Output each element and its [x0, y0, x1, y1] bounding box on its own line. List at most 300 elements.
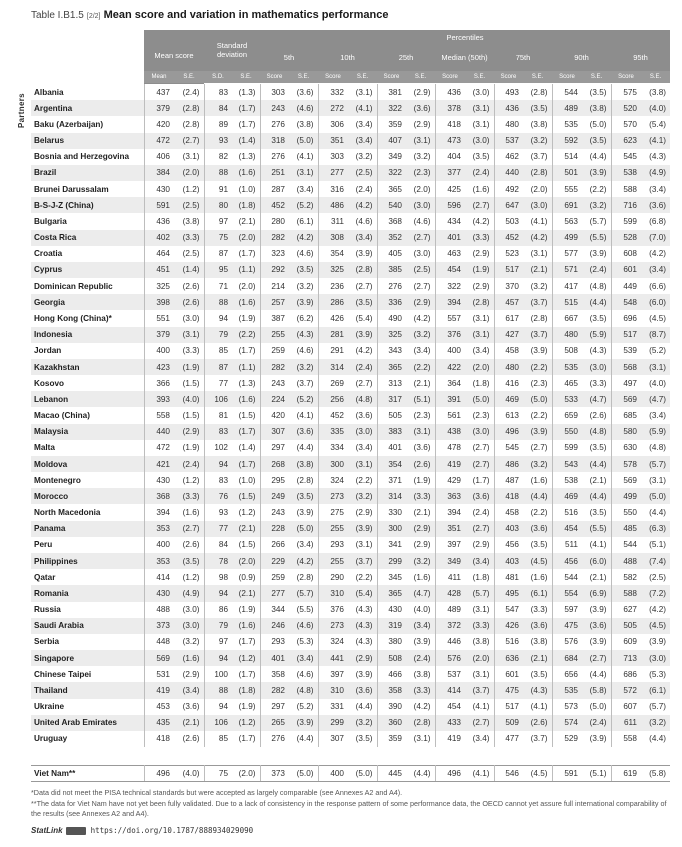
standard-error-cell: (2.8)	[348, 262, 377, 278]
score-cell: 75	[204, 766, 232, 782]
standard-error-cell: (3.0)	[465, 133, 494, 149]
standard-error-cell: (2.2)	[523, 359, 552, 375]
score-cell: 365	[388, 184, 402, 194]
score-cell: 608	[623, 249, 637, 259]
score-cell: 464	[156, 249, 170, 259]
score-cell: 373	[144, 618, 174, 634]
standard-error-cell: (2.6)	[523, 715, 552, 731]
standard-error-cell: (2.0)	[232, 230, 260, 246]
standard-error-cell: (1.6)	[523, 472, 552, 488]
standard-error-cell: (4.9)	[174, 585, 204, 601]
standard-error-cell: (5.0)	[523, 391, 552, 407]
standard-error-cell: (2.2)	[582, 181, 611, 197]
standard-error-cell: (1.8)	[232, 682, 260, 698]
country-name: Saudi Arabia	[31, 618, 144, 634]
score-cell: 354	[330, 249, 344, 259]
standard-error-cell: (3.2)	[289, 278, 318, 294]
country-name: Costa Rica	[31, 230, 144, 246]
standard-error-cell: (4.1)	[523, 213, 552, 229]
score-cell: 84	[204, 100, 232, 116]
standard-error-cell: (3.0)	[465, 84, 494, 100]
score-cell: 366	[156, 378, 170, 388]
standard-error-cell: (3.9)	[289, 504, 318, 520]
score-cell: 558	[156, 411, 170, 421]
standard-error-cell: (2.7)	[174, 521, 204, 537]
score-cell: 257	[260, 294, 289, 310]
score-cell: 86	[218, 605, 228, 615]
score-cell: 360	[377, 715, 406, 731]
score-cell: 277	[318, 165, 348, 181]
standard-error-cell: (4.4)	[649, 734, 666, 744]
standard-error-cell: (2.9)	[348, 650, 377, 666]
score-cell: 691	[552, 197, 582, 213]
score-cell: 480	[494, 359, 523, 375]
score-cell: 400	[318, 766, 348, 782]
standard-error-cell: (4.0)	[641, 100, 670, 116]
standard-error-cell: (2.7)	[465, 440, 494, 456]
standard-error-cell: (4.8)	[582, 424, 611, 440]
standard-error-cell: (5.5)	[582, 230, 611, 246]
header-mean-score: Mean score	[144, 42, 204, 71]
score-cell: 290	[330, 572, 344, 582]
standard-error-cell: (2.6)	[174, 731, 204, 747]
standard-error-cell: (4.3)	[523, 682, 552, 698]
standard-error-cell: (4.5)	[523, 766, 552, 782]
country-name: Chinese Taipei	[31, 666, 144, 682]
score-cell: 89	[218, 119, 228, 129]
standard-error-cell: (2.8)	[174, 100, 204, 116]
score-cell: 597	[564, 605, 578, 615]
standard-error-cell: (4.4)	[406, 766, 435, 782]
statlink-logo-icon	[66, 827, 86, 835]
score-cell: 349	[388, 152, 402, 162]
standard-error-cell: (2.5)	[174, 246, 204, 262]
standard-error-cell: (3.6)	[406, 440, 435, 456]
standard-error-cell: (2.8)	[406, 715, 435, 731]
score-cell: 400	[156, 346, 170, 356]
standard-error-cell: (2.0)	[232, 766, 260, 782]
standard-error-cell: (2.4)	[174, 456, 204, 472]
country-name: Moldova	[31, 456, 144, 472]
score-cell: 400	[447, 346, 461, 356]
score-cell: 517	[494, 262, 523, 278]
country-name: Panama	[31, 521, 144, 537]
score-cell: 88	[204, 294, 232, 310]
table-row	[31, 650, 670, 666]
standard-error-cell: (2.7)	[348, 375, 377, 391]
footnote-1: *Data did not meet the PISA technical standards but were accepted as largely comparable (see Annexes A2 and A4).	[31, 788, 403, 797]
score-cell: 368	[144, 488, 174, 504]
score-cell: 427	[494, 327, 523, 343]
score-cell: 82	[218, 152, 228, 162]
table-row	[31, 100, 670, 116]
score-cell: 543	[552, 456, 582, 472]
standard-error-cell: (2.1)	[523, 650, 552, 666]
score-cell: 331	[330, 702, 344, 712]
standard-error-cell: (2.5)	[174, 197, 204, 213]
country-name: Serbia	[31, 634, 144, 650]
standard-error-cell: (5.9)	[582, 327, 611, 343]
standard-error-cell: (3.6)	[348, 407, 377, 423]
score-cell: 428	[435, 585, 465, 601]
score-cell: 345	[388, 572, 402, 582]
standard-error-cell: (3.4)	[289, 181, 318, 197]
sub-se: S.E.	[406, 71, 435, 83]
standard-error-cell: (4.2)	[406, 699, 435, 715]
score-cell: 418	[447, 119, 461, 129]
country-name: Bulgaria	[31, 213, 144, 229]
standard-error-cell: (4.2)	[406, 310, 435, 326]
standard-error-cell: (2.1)	[406, 504, 435, 520]
table-row	[31, 553, 670, 569]
score-cell: 243	[260, 100, 289, 116]
standard-error-cell: (4.1)	[465, 699, 494, 715]
standard-error-cell: (4.6)	[289, 100, 318, 116]
standard-error-cell: (3.9)	[523, 343, 552, 359]
score-cell: 307	[260, 424, 289, 440]
score-cell: 365	[377, 585, 406, 601]
standard-error-cell: (4.7)	[406, 585, 435, 601]
standard-error-cell: (3.6)	[465, 488, 494, 504]
score-cell: 325	[377, 327, 406, 343]
score-cell: 667	[564, 313, 578, 323]
score-cell: 430	[144, 585, 174, 601]
standard-error-cell: (4.4)	[289, 440, 318, 456]
standard-error-cell: (1.2)	[232, 650, 260, 666]
country-name: Romania	[31, 585, 144, 601]
standard-error-cell: (2.0)	[465, 359, 494, 375]
standard-error-cell: (2.7)	[465, 456, 494, 472]
standard-error-cell: (2.1)	[406, 375, 435, 391]
standard-error-cell: (4.2)	[649, 605, 666, 615]
score-cell: 520	[611, 100, 641, 116]
score-cell: 390	[388, 702, 402, 712]
standard-error-cell: (3.1)	[649, 475, 666, 485]
standard-error-cell: (3.4)	[289, 537, 318, 553]
score-cell: 229	[260, 553, 289, 569]
table-row	[31, 230, 670, 246]
score-cell: 576	[564, 637, 578, 647]
score-cell: 441	[318, 650, 348, 666]
standard-error-cell: (5.0)	[289, 133, 318, 149]
score-cell: 249	[260, 488, 289, 504]
standard-error-cell: (5.8)	[641, 766, 670, 782]
table-row	[31, 715, 670, 731]
standard-error-cell: (5.0)	[582, 116, 611, 132]
score-cell: 297	[271, 702, 285, 712]
standard-error-cell: (3.5)	[582, 504, 611, 520]
standard-error-cell: (2.1)	[232, 585, 260, 601]
standard-error-cell: (3.0)	[174, 310, 204, 326]
statlink-label: StatLink	[31, 826, 63, 835]
standard-error-cell: (2.0)	[523, 181, 552, 197]
standard-error-cell: (3.4)	[465, 731, 494, 747]
standard-error-cell: (2.0)	[406, 181, 435, 197]
standard-error-cell: (3.4)	[174, 682, 204, 698]
standard-error-cell: (1.5)	[232, 488, 260, 504]
standard-error-cell: (3.4)	[465, 553, 494, 569]
score-cell: 102	[214, 443, 228, 453]
score-cell: 100	[214, 669, 228, 679]
score-cell: 569	[144, 650, 174, 666]
score-cell: 487	[505, 475, 519, 485]
standard-error-cell: (3.2)	[523, 133, 552, 149]
score-cell: 535	[552, 682, 582, 698]
standard-error-cell: (1.3)	[232, 375, 260, 391]
score-cell: 496	[144, 766, 174, 782]
score-cell: 531	[156, 669, 170, 679]
standard-error-cell: (4.4)	[523, 488, 552, 504]
standard-error-cell: (1.5)	[232, 537, 260, 553]
standard-error-cell: (3.6)	[523, 521, 552, 537]
standard-error-cell: (4.6)	[289, 666, 318, 682]
standard-error-cell: (6.1)	[641, 682, 670, 698]
standard-error-cell: (3.5)	[582, 310, 611, 326]
score-cell: 81	[218, 411, 228, 421]
standard-error-cell: (2.9)	[465, 537, 494, 553]
standard-error-cell: (4.0)	[174, 391, 204, 407]
score-cell: 659	[564, 411, 578, 421]
standard-error-cell: (3.3)	[465, 230, 494, 246]
standard-error-cell: (2.2)	[232, 327, 260, 343]
score-cell: 318	[260, 133, 289, 149]
country-name: Peru	[31, 537, 144, 553]
score-cell: 293	[330, 540, 344, 550]
standard-error-cell: (4.5)	[523, 553, 552, 569]
standard-error-cell: (2.9)	[406, 84, 435, 100]
standard-error-cell: (2.7)	[406, 278, 435, 294]
table-row	[31, 278, 670, 294]
score-cell: 495	[494, 585, 523, 601]
table-row	[31, 731, 670, 747]
standard-error-cell: (5.8)	[582, 682, 611, 698]
score-cell: 601	[505, 669, 519, 679]
score-cell: 619	[611, 766, 641, 782]
sub-se: S.E.	[641, 71, 670, 83]
score-cell: 545	[505, 443, 519, 453]
table-row	[31, 294, 670, 310]
table-row	[31, 165, 670, 181]
score-cell: 303	[330, 152, 344, 162]
sub-sd: S.D.	[204, 71, 232, 83]
sub-score: Score	[377, 71, 406, 83]
score-cell: 300	[318, 456, 348, 472]
standard-error-cell: (3.4)	[406, 618, 435, 634]
standard-error-cell: (2.0)	[174, 165, 204, 181]
standard-error-cell: (4.2)	[465, 213, 494, 229]
statlink	[31, 826, 253, 835]
standard-error-cell: (1.5)	[174, 375, 204, 391]
score-cell: 508	[377, 650, 406, 666]
score-cell: 440	[144, 424, 174, 440]
score-cell: 577	[564, 249, 578, 259]
footnote-2: **The data for Viet Nam have not yet been fully validated. Due to a lack of consistency in the response pattern of some performance data, the OECD cannot yet assure full international comparability of the results (see Annexes A2 and A4).	[31, 799, 667, 818]
score-cell: 453	[156, 702, 170, 712]
standard-error-cell: (6.6)	[649, 281, 666, 291]
standard-error-cell: (1.5)	[232, 407, 260, 423]
score-cell: 106	[204, 715, 232, 731]
standard-error-cell: (3.9)	[582, 634, 611, 650]
score-cell: 353	[144, 553, 174, 569]
standard-error-cell: (3.1)	[348, 84, 377, 100]
score-cell: 291	[330, 346, 344, 356]
table-row	[31, 569, 670, 585]
table-row	[31, 133, 670, 149]
sub-se: S.E.	[174, 71, 204, 83]
score-cell: 537	[494, 133, 523, 149]
score-cell: 79	[204, 618, 232, 634]
score-cell: 265	[260, 715, 289, 731]
standard-error-cell: (2.8)	[289, 472, 318, 488]
score-cell: 547	[505, 605, 519, 615]
standard-error-cell: (2.4)	[582, 262, 611, 278]
standard-error-cell: (4.2)	[348, 343, 377, 359]
score-cell: 411	[447, 572, 461, 582]
score-cell: 523	[505, 249, 519, 259]
score-cell: 456	[552, 553, 582, 569]
standard-error-cell: (3.8)	[289, 456, 318, 472]
table-row	[31, 262, 670, 278]
score-cell: 77	[218, 378, 228, 388]
standard-error-cell: (5.1)	[406, 391, 435, 407]
score-cell: 440	[494, 165, 523, 181]
score-cell: 435	[144, 715, 174, 731]
standard-error-cell: (1.9)	[174, 440, 204, 456]
score-cell: 280	[271, 216, 285, 226]
score-cell: 323	[271, 249, 285, 259]
score-cell: 609	[623, 637, 637, 647]
score-cell: 383	[377, 424, 406, 440]
header-p90: 90th	[552, 46, 611, 71]
score-cell: 454	[552, 521, 582, 537]
standard-error-cell: (4.1)	[523, 699, 552, 715]
score-cell: 573	[564, 702, 578, 712]
standard-error-cell: (2.1)	[523, 262, 552, 278]
score-cell: 528	[611, 230, 641, 246]
score-cell: 379	[144, 100, 174, 116]
table-row	[31, 391, 670, 407]
standard-error-cell: (3.1)	[406, 133, 435, 149]
score-cell: 516	[564, 508, 578, 518]
standard-error-cell: (2.5)	[649, 572, 666, 582]
standard-error-cell: (2.7)	[465, 521, 494, 537]
table-row	[31, 327, 670, 343]
score-cell: 397	[447, 540, 461, 550]
standard-error-cell: (1.6)	[406, 569, 435, 585]
score-cell: 365	[377, 359, 406, 375]
score-cell: 430	[388, 605, 402, 615]
standard-error-cell: (2.8)	[174, 116, 204, 132]
score-cell: 314	[377, 488, 406, 504]
standard-error-cell: (3.2)	[348, 488, 377, 504]
standard-error-cell: (2.7)	[465, 715, 494, 731]
standard-error-cell: (3.9)	[289, 715, 318, 731]
standard-error-cell: (1.7)	[232, 424, 260, 440]
score-cell: 458	[505, 508, 519, 518]
score-cell: 497	[623, 378, 637, 388]
standard-error-cell: (2.0)	[465, 650, 494, 666]
score-cell: 505	[611, 618, 641, 634]
score-cell: 93	[218, 508, 228, 518]
standard-error-cell: (4.1)	[465, 766, 494, 782]
sub-score: Score	[552, 71, 582, 83]
score-cell: 458	[505, 346, 519, 356]
standard-error-cell: (1.7)	[232, 456, 260, 472]
score-cell: 419	[447, 734, 461, 744]
score-cell: 529	[564, 734, 578, 744]
score-cell: 385	[377, 262, 406, 278]
score-cell: 311	[330, 216, 344, 226]
score-cell: 400	[156, 540, 170, 550]
score-cell: 98	[218, 572, 228, 582]
table-row	[31, 666, 670, 682]
score-cell: 437	[156, 87, 170, 97]
score-cell: 370	[505, 281, 519, 291]
score-cell: 623	[611, 133, 641, 149]
statlink-url[interactable]: https://doi.org/10.1787/888934029090	[90, 826, 254, 835]
table-title	[31, 9, 388, 21]
table-row	[31, 699, 670, 715]
standard-error-cell: (4.2)	[348, 197, 377, 213]
standard-error-cell: (1.7)	[232, 666, 260, 682]
standard-error-cell: (3.0)	[174, 602, 204, 618]
score-cell: 469	[494, 391, 523, 407]
score-cell: 297	[271, 443, 285, 453]
standard-error-cell: (2.6)	[406, 456, 435, 472]
standard-error-cell: (1.6)	[174, 504, 204, 520]
score-cell: 684	[552, 650, 582, 666]
viet-nam-table	[31, 765, 670, 782]
standard-error-cell: (3.1)	[406, 424, 435, 440]
score-cell: 505	[388, 411, 402, 421]
score-cell: 436	[447, 87, 461, 97]
standard-error-cell: (3.4)	[649, 411, 666, 421]
standard-error-cell: (4.3)	[582, 343, 611, 359]
score-cell: 588	[623, 184, 637, 194]
standard-error-cell: (4.9)	[641, 165, 670, 181]
score-cell: 273	[318, 488, 348, 504]
score-cell: 488	[156, 605, 170, 615]
score-cell: 490	[388, 313, 402, 323]
standard-error-cell: (4.4)	[289, 731, 318, 747]
country-name: Philippines	[31, 553, 144, 569]
score-cell: 401	[388, 443, 402, 453]
score-cell: 371	[388, 475, 402, 485]
country-name: Kazakhstan	[31, 359, 144, 375]
score-cell: 83	[218, 87, 228, 97]
standard-error-cell: (4.4)	[582, 456, 611, 472]
score-cell: 647	[494, 197, 523, 213]
header-p50: Median (50th)	[435, 46, 494, 71]
table-part: [2/2]	[86, 13, 101, 20]
table-row	[31, 310, 670, 326]
standard-error-cell: (6.0)	[641, 294, 670, 310]
standard-error-cell: (3.2)	[289, 359, 318, 375]
table-row	[31, 213, 670, 229]
standard-error-cell: (4.2)	[289, 553, 318, 569]
score-cell: 537	[447, 669, 461, 679]
score-cell: 314	[318, 359, 348, 375]
score-cell: 341	[388, 540, 402, 550]
score-cell: 266	[271, 540, 285, 550]
score-cell: 246	[260, 618, 289, 634]
score-cell: 293	[271, 637, 285, 647]
score-cell: 80	[204, 197, 232, 213]
sub-se: S.E.	[582, 71, 611, 83]
header-p5: 5th	[260, 46, 318, 71]
standard-error-cell: (1.8)	[465, 569, 494, 585]
score-cell: 544	[623, 540, 637, 550]
